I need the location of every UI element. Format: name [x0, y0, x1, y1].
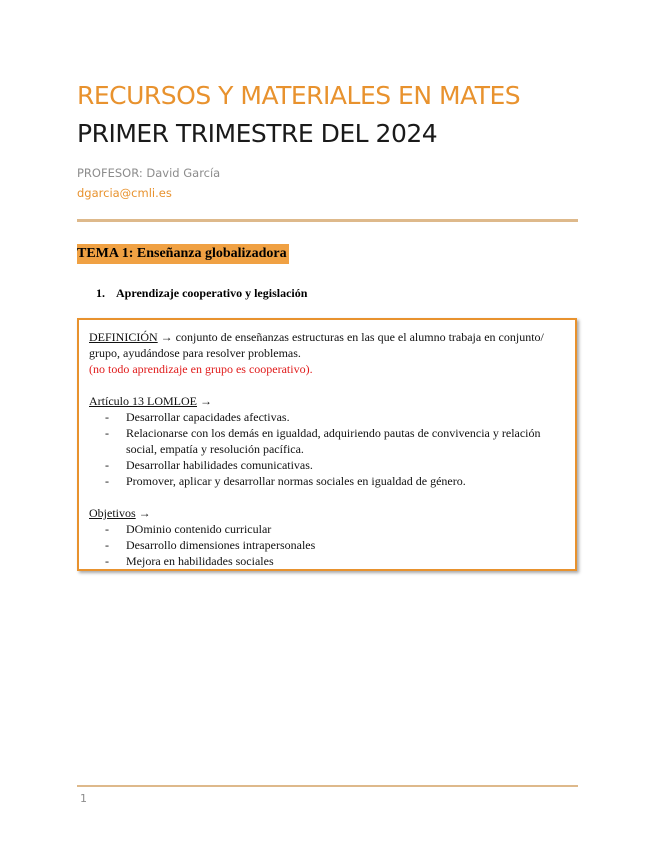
list-bullet: -	[105, 474, 109, 488]
objective-item-text: DOminio contenido curricular	[126, 522, 272, 536]
document-subtitle: PRIMER TRIMESTRE DEL 2024	[77, 119, 438, 148]
objective-list-item	[89, 537, 559, 553]
section-number: 1.	[96, 286, 105, 300]
professor-email: dgarcia@cmli.es	[77, 186, 172, 200]
article-item-text: Desarrollar capacidades afectivas.	[126, 410, 290, 424]
page-number: 1	[80, 792, 87, 805]
article-list-item	[89, 409, 559, 425]
objectives-term: Objetivos	[89, 506, 136, 520]
list-bullet: -	[105, 554, 109, 568]
topic-heading: TEMA 1: Enseñanza globalizadora	[77, 244, 289, 264]
objective-item-text: Desarrollo dimensiones intrapersonales	[126, 538, 316, 552]
header-divider	[77, 219, 578, 222]
article-list-item	[89, 425, 559, 457]
article-term: Artículo 13 LOMLOE	[89, 394, 197, 408]
list-bullet: -	[105, 410, 109, 424]
objective-list-item	[89, 521, 559, 537]
professor-name: PROFESOR: David García	[77, 166, 221, 180]
objective-list-item	[89, 553, 559, 569]
spacer	[89, 489, 559, 505]
definition-term: DEFINICIÓN	[89, 330, 158, 344]
definition-note: (no todo aprendizaje en grupo es cooperativo).	[89, 362, 313, 376]
article-item-text: Relacionarse con los demás en igualdad, adquiriendo pautas de convivencia y relación social, empatía y resolución pacífica.	[126, 426, 541, 456]
list-bullet: -	[105, 426, 109, 440]
article-arrow: →	[196, 394, 212, 408]
article-list-item	[89, 473, 559, 489]
article-heading	[89, 393, 559, 409]
spacer	[89, 377, 559, 393]
objective-item-text: Mejora en habilidades sociales	[126, 554, 274, 568]
article-item-text: Promover, aplicar y desarrollar normas sociales en igualdad de género.	[126, 474, 466, 488]
objectives-arrow: →	[135, 506, 151, 520]
definition-box	[77, 318, 577, 571]
footer-divider	[77, 785, 578, 787]
list-bullet: -	[105, 522, 109, 536]
definition-text: → conjunto de enseñanzas estructuras en las que el alumno trabaja en conjunto/ grupo, ayudándose para resolver problemas.	[89, 330, 544, 360]
objectives-heading	[89, 505, 559, 521]
document-title: RECURSOS Y MATERIALES EN MATES	[77, 81, 521, 110]
article-item-text: Desarrollar habilidades comunicativas.	[126, 458, 313, 472]
definition-box-content	[89, 329, 559, 569]
list-bullet: -	[105, 458, 109, 472]
definition-paragraph	[89, 329, 559, 361]
list-bullet: -	[105, 538, 109, 552]
section-heading	[96, 284, 307, 302]
article-list-item	[89, 457, 559, 473]
section-title: Aprendizaje cooperativo y legislación	[116, 286, 308, 300]
